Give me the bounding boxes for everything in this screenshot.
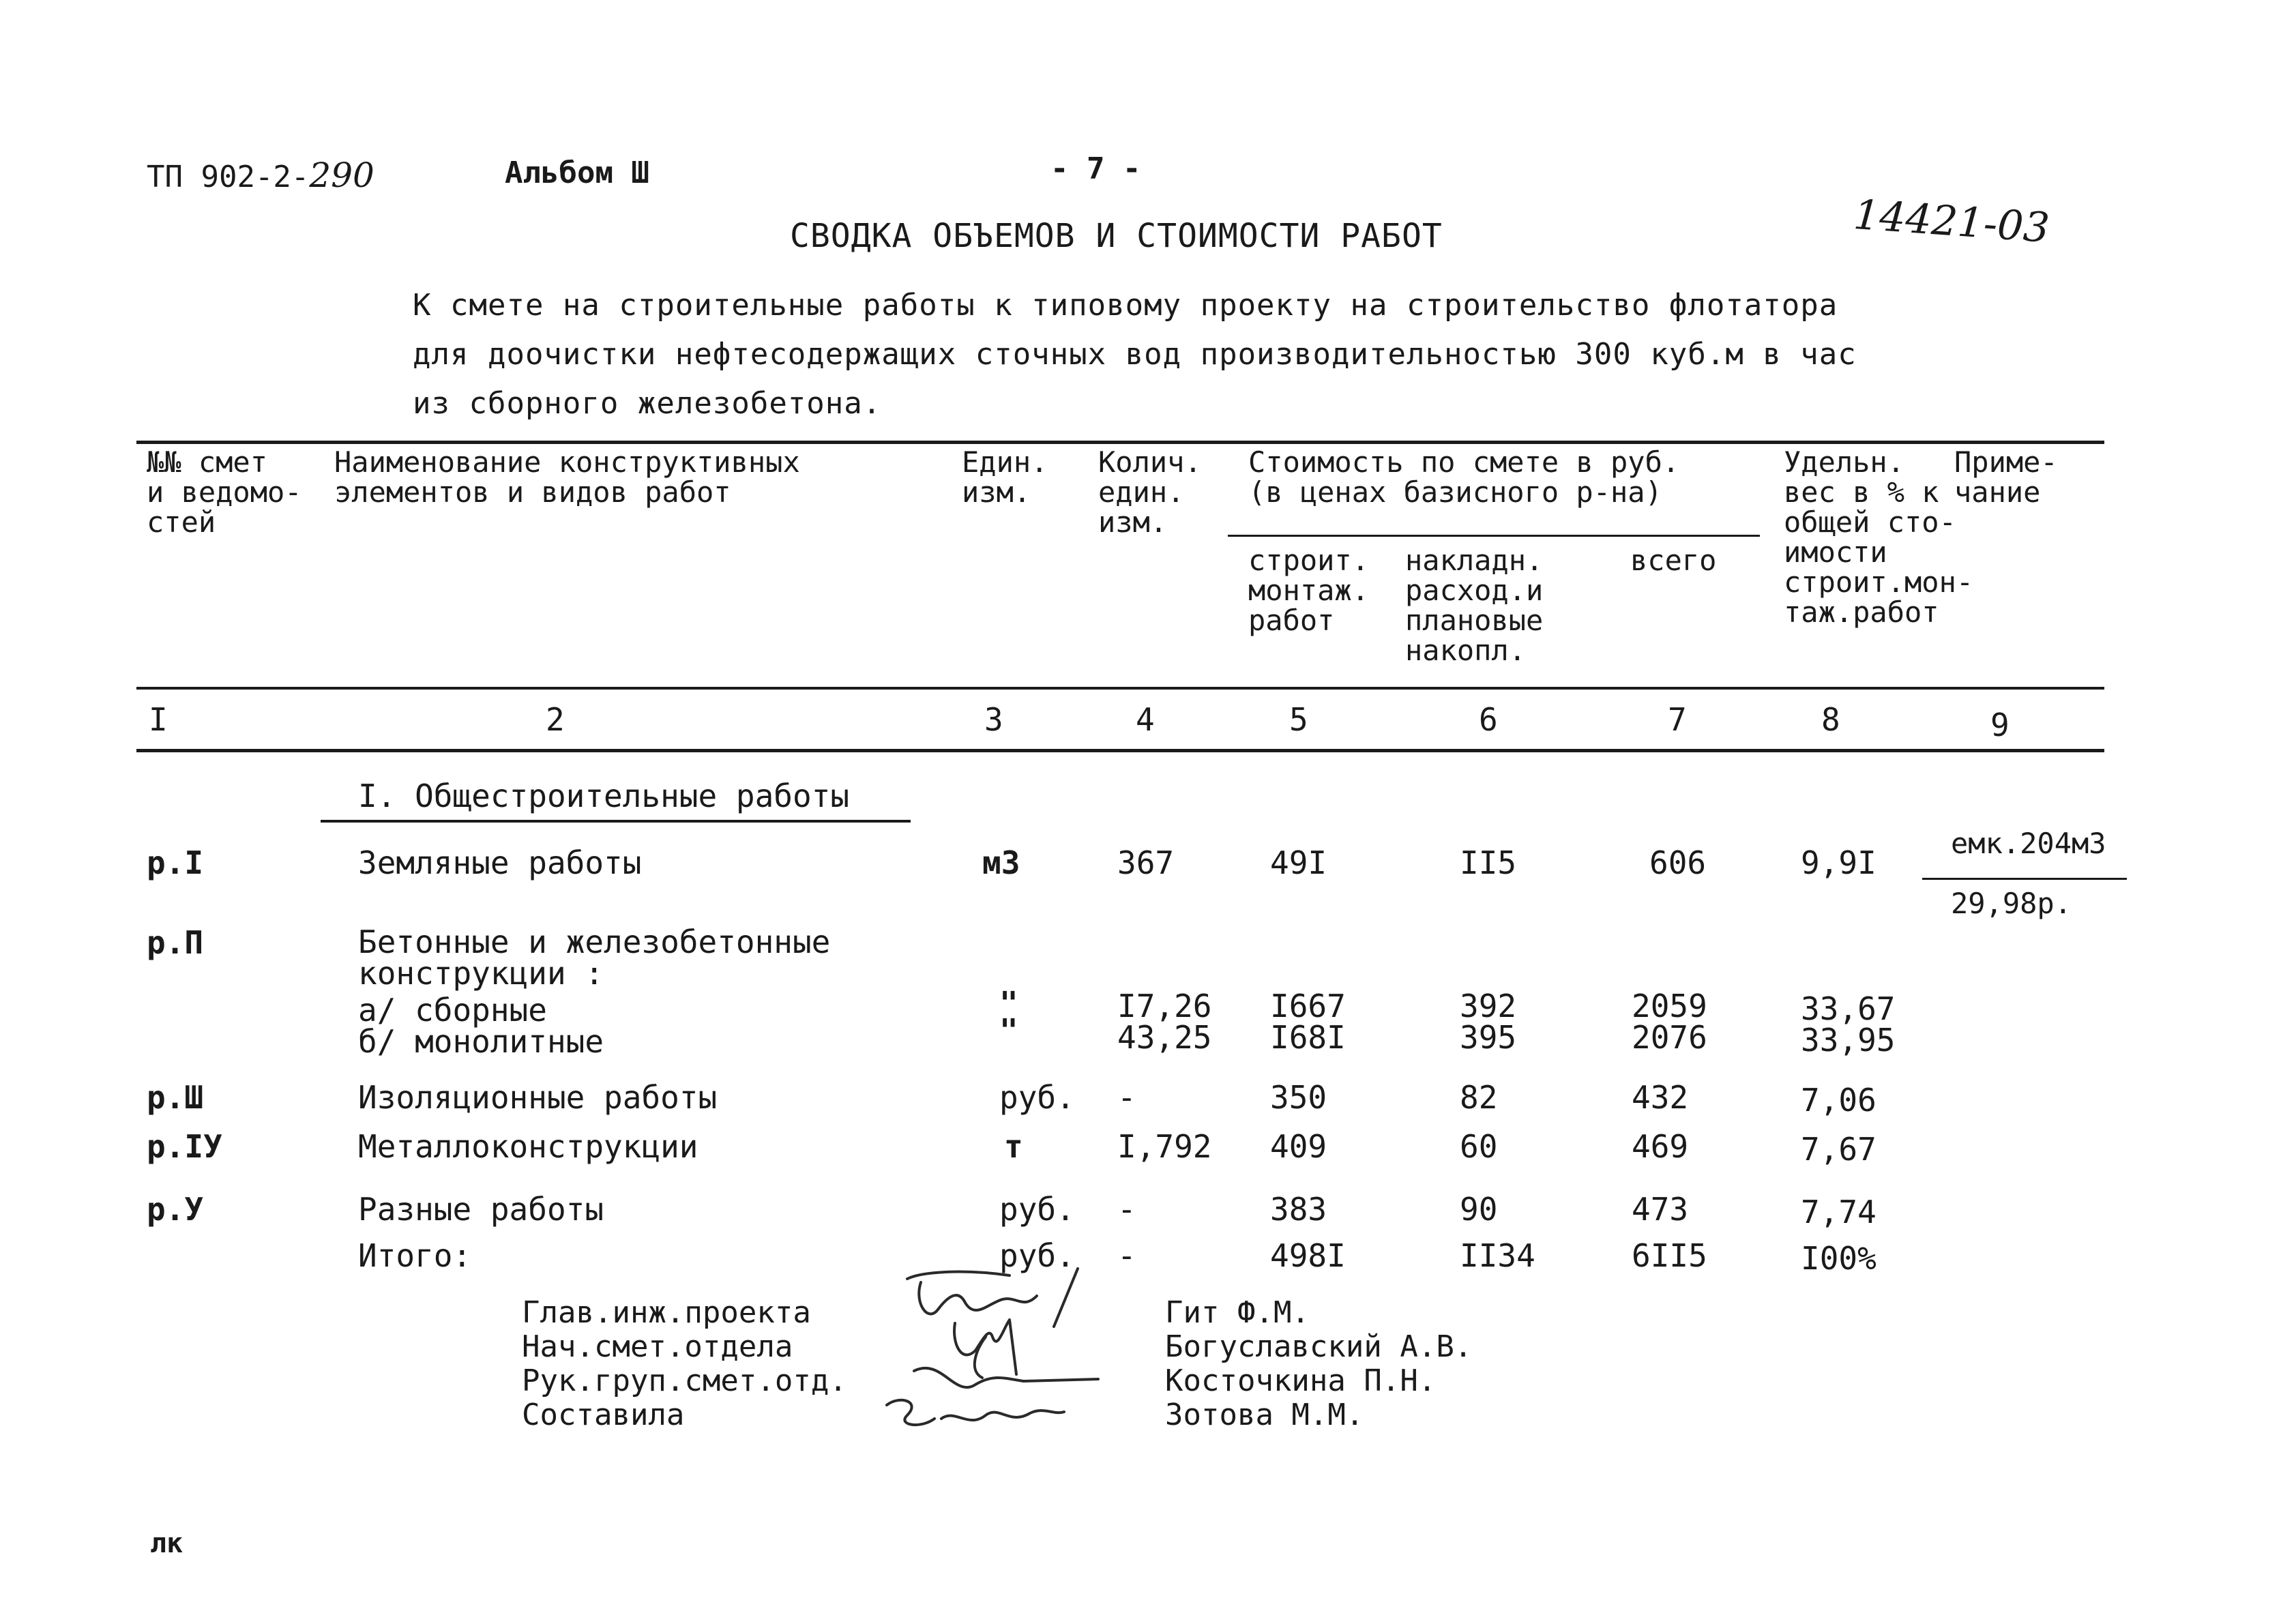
header-line: расход.и xyxy=(1405,574,1544,607)
header-line: плановые xyxy=(1405,604,1544,637)
table-subrow-overhead-cost: 395 xyxy=(1460,1019,1517,1056)
header-line: Стоимость по смете в руб. xyxy=(1248,445,1680,479)
table-row-construction-cost: 383 xyxy=(1270,1191,1327,1228)
header-line: Един. xyxy=(962,445,1048,479)
header-line: Наименование конструктивных xyxy=(334,445,800,479)
intro-line-1: К смете на строительные работы к типовому проекту на строительство флотатора xyxy=(413,288,1838,323)
col-numbers-rule xyxy=(136,749,2104,752)
header-total-cost xyxy=(1630,546,1716,576)
table-row-construction-cost: 49I xyxy=(1270,844,1327,881)
table-row-name: Изоляционные работы xyxy=(358,1079,718,1116)
table-row-code: р.У xyxy=(147,1191,204,1228)
table-subrow-qty: 43,25 xyxy=(1117,1019,1212,1056)
table-row-code: р.Ш xyxy=(147,1079,204,1116)
header-line: накопл. xyxy=(1405,634,1527,667)
col-number-9: 9 xyxy=(1990,707,2010,743)
header-unit xyxy=(962,447,1048,507)
page-title: СВОДКА ОБЪЕМОВ И СТОИМОСТИ РАБОТ xyxy=(790,217,1443,255)
header-bottom-rule xyxy=(136,687,2104,690)
col-number-6: 6 xyxy=(1479,701,1498,738)
document-code-number: 290 xyxy=(309,156,374,195)
table-row-code: р.П xyxy=(147,924,204,961)
signature-role: Глав.инж.проекта xyxy=(522,1295,811,1330)
table-subrow-unit: " xyxy=(999,985,1018,1022)
signature-name: Гит Ф.М. xyxy=(1165,1295,1310,1330)
cost-group-rule xyxy=(1228,535,1760,537)
table-row-construction-cost: 409 xyxy=(1270,1128,1327,1165)
header-line: Приме- xyxy=(1954,445,2058,479)
table-row-overhead-cost: 82 xyxy=(1460,1079,1498,1116)
header-line: таж.работ xyxy=(1784,595,1939,629)
total-row-construction-cost: 498I xyxy=(1270,1237,1346,1274)
col-number-2: 2 xyxy=(546,701,565,738)
table-row-construction-cost: 350 xyxy=(1270,1079,1327,1116)
header-note xyxy=(1954,447,2058,507)
header-line: вес в % к xyxy=(1784,475,1939,509)
table-subrow-share: 33,95 xyxy=(1801,1022,1896,1059)
table-subrow-qty: I7,26 xyxy=(1117,988,1212,1024)
table-row-total-cost: 432 xyxy=(1632,1079,1689,1116)
table-row-share: 7,74 xyxy=(1801,1194,1876,1230)
header-overhead-cost xyxy=(1405,546,1543,666)
total-row-label: Итого: xyxy=(358,1237,472,1274)
table-row-qty: I,792 xyxy=(1117,1128,1212,1165)
table-subrow-unit: " xyxy=(999,1012,1018,1049)
table-subrow-name: б/ монолитные xyxy=(358,1023,604,1060)
signature-name: Зотова М.М. xyxy=(1165,1398,1364,1432)
total-row-total-cost: 6II5 xyxy=(1632,1237,1707,1274)
header-construction-cost xyxy=(1248,546,1369,636)
signature-name: Косточкина П.Н. xyxy=(1165,1363,1437,1398)
header-line: имости xyxy=(1784,535,1887,569)
footer-mark: лк xyxy=(150,1528,183,1559)
section-title-underline xyxy=(321,820,911,823)
table-row-overhead-cost: 60 xyxy=(1460,1128,1498,1165)
table-row-share: 9,9I xyxy=(1801,844,1876,881)
header-share-percent xyxy=(1784,447,1973,627)
col-number-7: 7 xyxy=(1668,701,1687,738)
intro-line-2: для доочистки нефтесодержащих сточных вод производительностью 300 куб.м в час xyxy=(413,337,1857,372)
table-row-note-bottom: 29,98р. xyxy=(1951,887,2072,920)
table-subrow-total-cost: 2076 xyxy=(1632,1019,1707,1056)
header-element-name xyxy=(334,447,800,507)
table-row-name: Разные работы xyxy=(358,1191,604,1228)
header-line: №№ смет xyxy=(147,445,268,479)
signature-role: Нач.смет.отдела xyxy=(522,1329,793,1364)
table-top-rule xyxy=(136,441,2104,444)
table-row-share: 7,67 xyxy=(1801,1131,1876,1168)
table-row-overhead-cost: II5 xyxy=(1460,844,1517,881)
header-line: общей сто- xyxy=(1784,505,1956,539)
table-subrow-construction-cost: I68I xyxy=(1270,1019,1346,1056)
total-row-overhead-cost: II34 xyxy=(1460,1237,1535,1274)
signature-role: Рук.груп.смет.отд. xyxy=(522,1363,847,1398)
table-row-total-cost: 606 xyxy=(1649,844,1707,881)
table-subrow-construction-cost: I667 xyxy=(1270,988,1346,1024)
table-row-code: р.I xyxy=(147,844,204,881)
col-number-4: 4 xyxy=(1136,701,1155,738)
handwritten-signatures xyxy=(819,1262,1146,1466)
header-line: Колич. xyxy=(1098,445,1202,479)
table-subrow-overhead-cost: 392 xyxy=(1460,988,1517,1024)
header-line: Удельн. xyxy=(1784,445,1905,479)
header-line: элементов и видов работ xyxy=(334,475,731,509)
signature-names xyxy=(1165,1296,1472,1432)
album-label: Альбом Ш xyxy=(505,156,649,190)
table-row-name-line: конструкции : xyxy=(358,955,604,992)
signature-roles xyxy=(522,1296,847,1432)
table-subrow-total-cost: 2059 xyxy=(1632,988,1707,1024)
header-line: монтаж. xyxy=(1248,574,1370,607)
header-line: и ведомо- xyxy=(147,475,302,509)
header-line: всего xyxy=(1630,544,1717,577)
intro-line-3: из сборного железобетона. xyxy=(413,386,882,421)
table-row-name-line: Бетонные и железобетонные xyxy=(358,923,831,960)
signature-name: Богуславский А.В. xyxy=(1165,1329,1473,1364)
table-row-name: Земляные работы xyxy=(358,844,642,881)
header-line: един. xyxy=(1098,475,1185,509)
table-row-share: 7,06 xyxy=(1801,1082,1876,1119)
intro-text xyxy=(413,281,1857,428)
note-fraction-line xyxy=(1922,878,2127,880)
total-row-unit: руб. xyxy=(999,1237,1075,1274)
header-line: чание xyxy=(1954,475,2041,509)
table-subrow-name: а/ сборные xyxy=(358,992,547,1029)
signature-role: Составила xyxy=(522,1398,685,1432)
header-line: стей xyxy=(147,505,216,539)
table-row-name xyxy=(358,923,831,992)
section-title-text: I. Общестроительные работы xyxy=(358,778,850,814)
header-line: работ xyxy=(1248,604,1335,637)
header-line: строит.мон- xyxy=(1784,565,1974,599)
total-row-share: I00% xyxy=(1801,1240,1876,1277)
table-row-note-top: емк.204м3 xyxy=(1951,827,2106,860)
table-row-name: Металлоконструкции xyxy=(358,1128,698,1165)
table-row-overhead-cost: 90 xyxy=(1460,1191,1498,1228)
table-row-qty: - xyxy=(1117,1191,1136,1228)
header-line: изм. xyxy=(1098,505,1168,539)
page-number: - 7 - xyxy=(1050,151,1141,186)
col-number-8: 8 xyxy=(1821,701,1840,738)
header-line: строит. xyxy=(1248,544,1370,577)
table-row-unit: т xyxy=(1004,1128,1023,1165)
col-number-3: 3 xyxy=(984,701,1003,738)
header-sheet-no xyxy=(147,447,302,537)
table-row-code: р.IУ xyxy=(147,1128,222,1165)
document-code-prefix: ТП 902-2- xyxy=(147,160,310,194)
document-code xyxy=(147,156,374,195)
table-row-unit: руб. xyxy=(999,1191,1075,1228)
table-row-qty: 367 xyxy=(1117,844,1175,881)
header-line: накладн. xyxy=(1405,544,1544,577)
table-row-qty: - xyxy=(1117,1079,1136,1116)
table-row-total-cost: 469 xyxy=(1632,1128,1689,1165)
inventory-number: 14421-03 xyxy=(1852,191,2051,252)
table-subrow-share: 33,67 xyxy=(1801,990,1896,1027)
table-row-unit: м3 xyxy=(982,844,1020,881)
col-number-5: 5 xyxy=(1289,701,1308,738)
table-row-unit: руб. xyxy=(999,1079,1075,1116)
table-row-total-cost: 473 xyxy=(1632,1191,1689,1228)
header-line: (в ценах базисного р-на) xyxy=(1248,475,1662,509)
total-row-qty: - xyxy=(1117,1237,1136,1274)
col-number-1: I xyxy=(149,701,168,738)
header-cost-group xyxy=(1248,447,1679,507)
header-quantity xyxy=(1098,447,1202,537)
header-line: изм. xyxy=(962,475,1031,509)
